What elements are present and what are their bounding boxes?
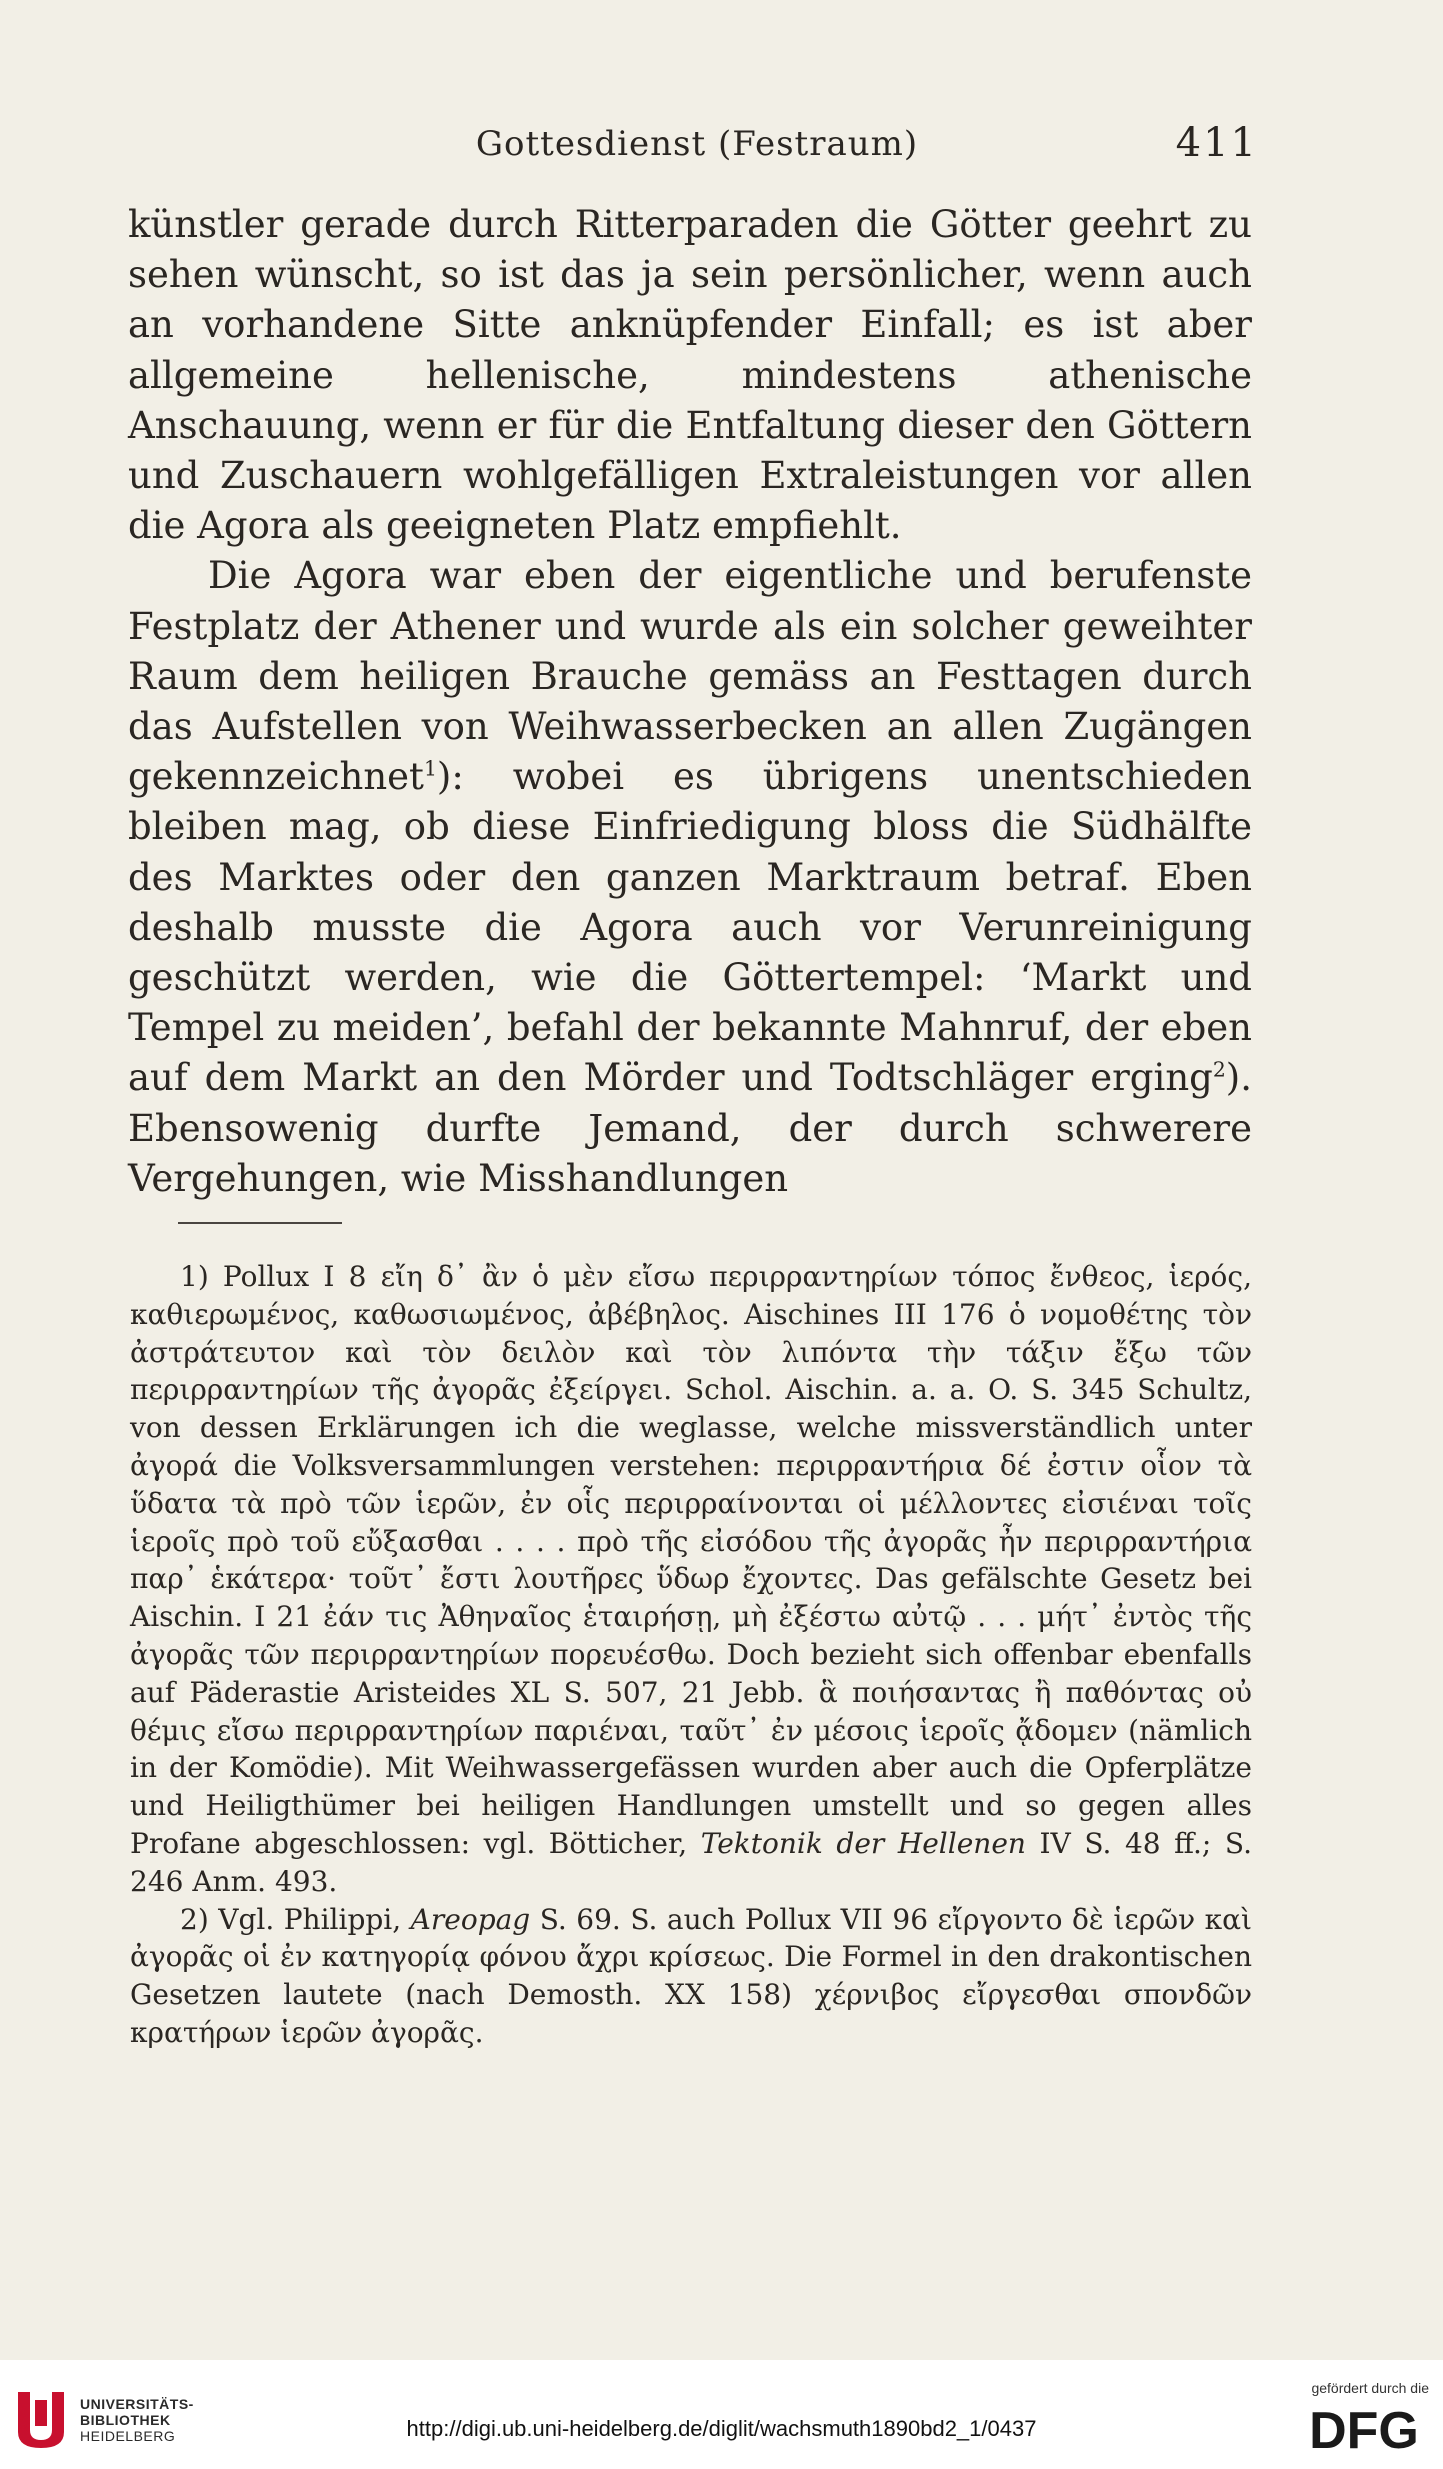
digitization-footer <box>0 2360 1443 2469</box>
library-name-line-2: BIBLIOTHEK <box>80 2412 171 2428</box>
footnote-1-title: Tektonik der Hellenen <box>700 1826 1026 1860</box>
paragraph-2-part-a: Die Agora war eben der eigentliche und berufenste Festplatz der Athener und wurde als ein solcher geweihter Raum dem heiligen Brauche gemäss an Festtagen durch das Aufstellen von Weihwasserbecken an allen Zugängen gekennzeichnet <box>128 554 1252 799</box>
footnote-1 <box>130 1258 1252 1901</box>
paragraph-2-part-c: ). Ebensowenig durfte Jemand, der durch schwerere Vergehungen, wie Misshandlungen <box>128 1056 1252 1200</box>
dfg-logo-text: DFG <box>1309 2402 1419 2454</box>
page-number: 411 <box>1175 120 1258 166</box>
footnote-divider <box>178 1222 342 1224</box>
footnote-1-text-b: IV S. 48 ff.; S. 246 Anm. 493. <box>130 1826 1253 1898</box>
footnote-ref-1[interactable]: 1 <box>423 756 437 781</box>
running-title: Gottesdienst (Festraum) <box>475 124 919 164</box>
footnote-2-title: Areopag <box>410 1902 531 1936</box>
footnote-2-text-b: S. 69. S. auch Pollux VII 96 εἴργοντο δὲ ἱερῶν καὶ ἀγορᾶς οἱ ἐν κατηγορίᾳ φόνου ἄχρι κρίσεως. Die Formel in den drakontischen Gesetzen lautete (nach Demosth. XX 158) χέρνιβος εἴργεσθαι σπονδῶν κρατήρων ἱερῶν ἀγορᾶς. <box>130 1902 1252 2049</box>
footnote-1-text-a: 1) Pollux I 8 εἴη δ᾽ ἂν ὁ μὲν εἴσω περιρραντηρίων τόπος ἔνθεος, ἱερός, καθιερωμένος, καθωσιωμένος, ἀβέβηλος. Aischines III 176 ὁ νομοθέτης τὸν ἀστράτευτον καὶ τὸν δειλὸν καὶ τὸν λιπόντα τὴν τάξιν ἔξω τῶν περιρραντηρίων τῆς ἀγορᾶς ἐξείργει. Schol. Aischin. a. a. O. S. 345 Schultz, von dessen Erklärungen ich die weglasse, welche missverständlich unter ἀγορά die Volksversammlungen verstehen: περιρραντήρια δέ ἐστιν οἷον τὰ ὕδατα τὰ πρὸ τῶν ἱερῶν, ἐν οἷς περιρραίνονται οἱ μέλλοντες εἰσιέναι τοῖς ἱεροῖς πρὸ τοῦ εὔξασθαι . . . . πρὸ τῆς εἰσόδου τῆς ἀγορᾶς ἦν περιρραντήρια παρ᾽ ἑκάτερα· τοῦτ᾽ ἔστι λουτῆρες ὕδωρ ἔχοντες. Das gefälschte Gesetz bei Aischin. I 21 ἐάν τις Ἀθηναῖος ἑταιρήσῃ, μὴ ἐξέστω αὐτῷ . . . μήτ᾽ ἐντὸς τῆς ἀγορᾶς τῶν περιρραντηρίων πορευέσθω. Doch bezieht sich offenbar ebenfalls auf Päderastie Aristeides XL S. 507, 21 Jebb. ἃ ποιήσαντας ἢ παθόντας οὐ θέμις εἴσω περιρραντηρίων παριέναι, ταῦτ᾽ ἐν μέσοις ἱεροῖς ᾄδομεν (nämlich in der Komödie). Mit Weihwassergefässen wurden aber auch die Opferplätze und Heiligthümer bei heiligen Handlungen umstellt und so gegen alles Profane abgeschlossen: vgl. Bötticher, <box>130 1260 1252 1860</box>
footnote-2-text-a: 2) Vgl. Philippi, <box>180 1902 411 1936</box>
library-name-line-3: HEIDELBERG <box>80 2428 176 2444</box>
footnote-ref-2[interactable]: 2 <box>1212 1058 1226 1083</box>
library-name-line-1: UNIVERSITÄTS- <box>80 2396 194 2412</box>
dfg-logo-icon[interactable] <box>1299 2402 1429 2454</box>
footnote-2 <box>130 1901 1252 2052</box>
main-text <box>128 200 1252 1204</box>
funding-note: gefördert durch die <box>1311 2380 1429 2396</box>
paragraph-2-part-b: ): wobei es übrigens unentschieden bleiben mag, ob diese Einfriedigung bloss die Südhälfte des Marktes oder den ganzen Marktraum betraf. Eben deshalb musste die Agora auch vor Verunreinigung geschützt werden, wie die Göttertempel: ‘Markt und Tempel zu meiden’, befahl der bekannte Mahnruf, der eben auf dem Markt an den Mörder und Todtschläger erging <box>128 755 1252 1100</box>
page-header <box>136 118 1258 178</box>
paragraph-1: künstler gerade durch Ritterparaden die Götter geehrt zu sehen wünscht, so ist das ja sein persönlicher, wenn auch an vorhandene Sitte anknüpfender Einfall; es ist aber allgemeine hellenische, mindestens athenische Anschauung, wenn er für die Entfaltung dieser den Göttern und Zuschauern wohlgefälligen Extraleistungen vor allen die Agora als geeigneten Platz empfiehlt. <box>128 203 1252 548</box>
paragraph-2 <box>128 551 1252 1204</box>
permalink-url[interactable]: http://digi.ub.uni-heidelberg.de/diglit/wachsmuth1890bd2_1/0437 <box>406 2416 1037 2441</box>
footnotes <box>130 1258 1252 2052</box>
